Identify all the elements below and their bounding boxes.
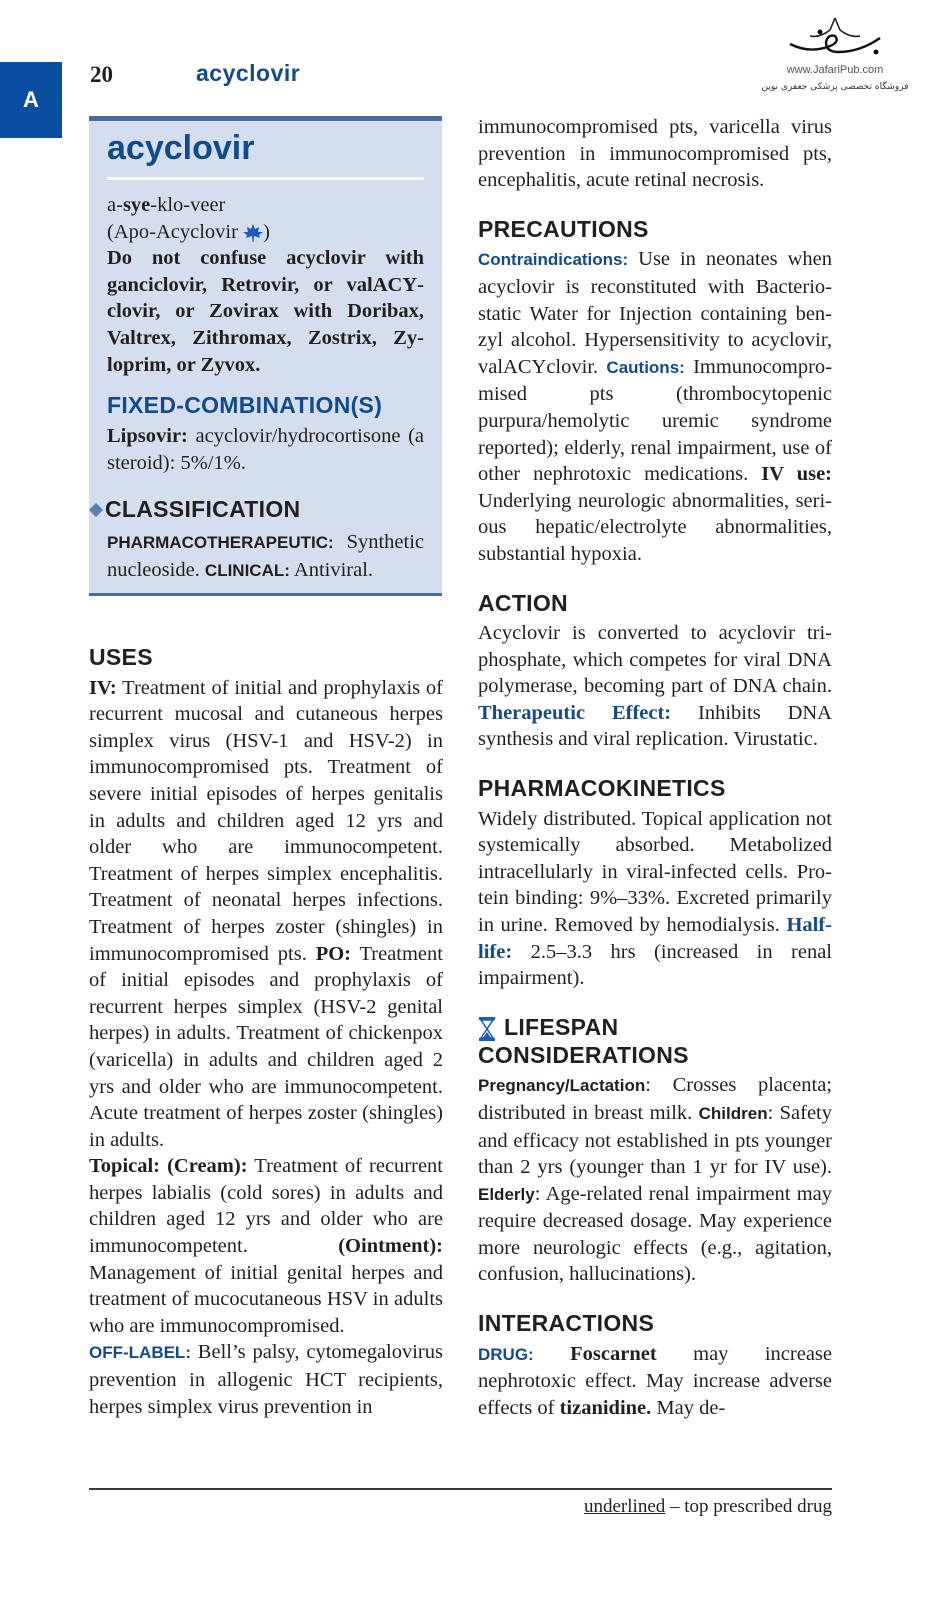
uses-heading: USES [89, 644, 153, 670]
fixed-combination-text: Lipsovir: acyclovir/hydrocortisone (a steroid): 5%/1%. [107, 425, 424, 474]
drug-name: acyclovir [107, 129, 255, 167]
calligraphy-logo-icon [780, 14, 890, 62]
uses-continued: immunocompromised pts, varicella virus prevention in immunocompromised pts, encephalitis, acute retinal necrosis. [478, 116, 832, 192]
lifespan-heading: LIFESPAN CONSIDERATIONS [478, 1013, 689, 1068]
alphabet-tab [0, 62, 62, 138]
pharmacokinetics-section: PHARMACOKINETICS Widely distributed. Topical application not systemically absorbed. Metabolized intracellularly in viral-infected cells. Protein binding: 9%–33%. Excreted primarily in urine. Removed by hemodialysis. Half-life: 2.5–3.3 hrs (increased in renal impairment). [478, 775, 832, 990]
pharmacokinetics-heading: PHARMACOKINETICS [478, 775, 726, 802]
classification-text: PHARMACOTHERAPEUTIC: Synthetic nucleoside. CLINICAL: Antiviral. [107, 531, 424, 581]
maple-leaf-icon [243, 224, 263, 242]
logo-tagline: فروشگاه تخصصی پزشکی جعفری نوین [761, 82, 909, 92]
lifespan-section: LIFESPAN CONSIDERATIONS Pregnancy/Lactation: Crosses placenta; distributed in breast milk. Children: Safety and efficacy not established in pts younger than 2 yrs (younger than 1 yr for IV use). Elderly: Age-related renal impairment may require decreased dosage. May experience more neurologic effects (e.g., agitation, confusion, hallucinations). [478, 1013, 832, 1286]
classification-heading-row [89, 496, 424, 523]
precautions-section: PRECAUTIONS Contraindications: Use in neonates when acyclovir is reconstituted with Bacteriostatic Water for Injection containing benzyl alcohol. Hypersensitivity to acyclovir, valACYclovir. Cautions: Immunocompromised pts (thrombocytopenic purpura/hemolytic uremic syndrome reported); elderly, renal impairment, use of other nephrotoxic medications. IV use: Underlying neurologic abnormalities, serious hepatic/electrolyte abnormalities, substantial hypoxia. [478, 215, 833, 565]
running-head: acyclovir [196, 60, 301, 86]
diamond-bullet-icon [89, 503, 103, 517]
interactions-heading: INTERACTIONS [478, 1310, 655, 1337]
classification-heading: CLASSIFICATION [105, 496, 301, 523]
uses-offlabel: OFF-LABEL: Bell’s palsy, cytomegalovirus prevention in allogenic HCT recipients, herpes simplex virus prevention in [89, 1341, 443, 1418]
fixed-combination-heading: FIXED-COMBINATION(S) [107, 392, 383, 419]
lifespan-heading-row [478, 1014, 832, 1069]
precautions-heading: PRECAUTIONS [478, 215, 649, 242]
right-column [478, 114, 832, 1443]
uses-iv-po: IV: Treatment of initial and prophylaxis of recurrent mucosal and cutaneous herpes simplex virus (HSV-1 and HSV-2) in immunocompromised pts. Treatment of severe initial episodes of herpes genitalis in adults and children aged 12 yrs and older who are immunocompetent. Treatment of herpes simplex encephalitis. Treatment of neonatal herpes infections. Treatment of herpes zoster (shingles) in immunocompromised pts. PO: Treatment of initial episodes and prophylaxis of recurrent herpes simplex (HSV-2 genital herpes) in adults. Treatment of chickenpox (varicella) in adults and children aged 2 yrs and older who are immunocompetent. Acute treatment of herpes zoster (shingles) in adults. [89, 676, 443, 1151]
publisher-logo [760, 14, 910, 92]
box-divider [107, 177, 424, 180]
uses-section [89, 644, 443, 1420]
footer-divider [89, 1488, 832, 1490]
tab-letter: A [23, 87, 39, 112]
action-section: ACTION Acyclovir is converted to acyclovir triphosphate, which competes for viral DNA polymerase, becoming part of DNA chain. Therapeutic Effect: Inhibits DNA synthesis and viral replication. Virustatic. [478, 589, 832, 751]
drug-header-box [89, 116, 442, 596]
hourglass-icon [478, 1016, 496, 1042]
footer-legend: underlined – top prescribed drug [584, 1496, 832, 1517]
uses-topical: Topical: (Cream): Treatment of recurrent herpes labialis (cold sores) in adults and children aged 12 yrs and older who are immunocompetent. (Ointment): Management of initial genital herpes and treatment of mucocutaneous HSV in adults who are immunocompromised. [89, 1155, 443, 1337]
pronunciation: a-sye-klo-veer [107, 194, 226, 216]
logo-url: www.JafariPub.com [786, 64, 884, 76]
canadian-brand: (Apo-Acyclovir ) [107, 220, 270, 243]
action-heading: ACTION [478, 589, 568, 616]
interactions-section: INTERACTIONS DRUG: Foscarnet may increase nephrotoxic effect. May increase adverse effects of tizanidine. May de- [478, 1310, 832, 1419]
confuse-warning: Do not confuse acyclovir with ganciclovir, Retrovir, or valACYclovir, or Zovirax with Doribax, Valtrex, Zithromax, Zostrix, Zyloprim, or Zyvox. [107, 247, 424, 376]
page-number: 20 [90, 62, 113, 87]
